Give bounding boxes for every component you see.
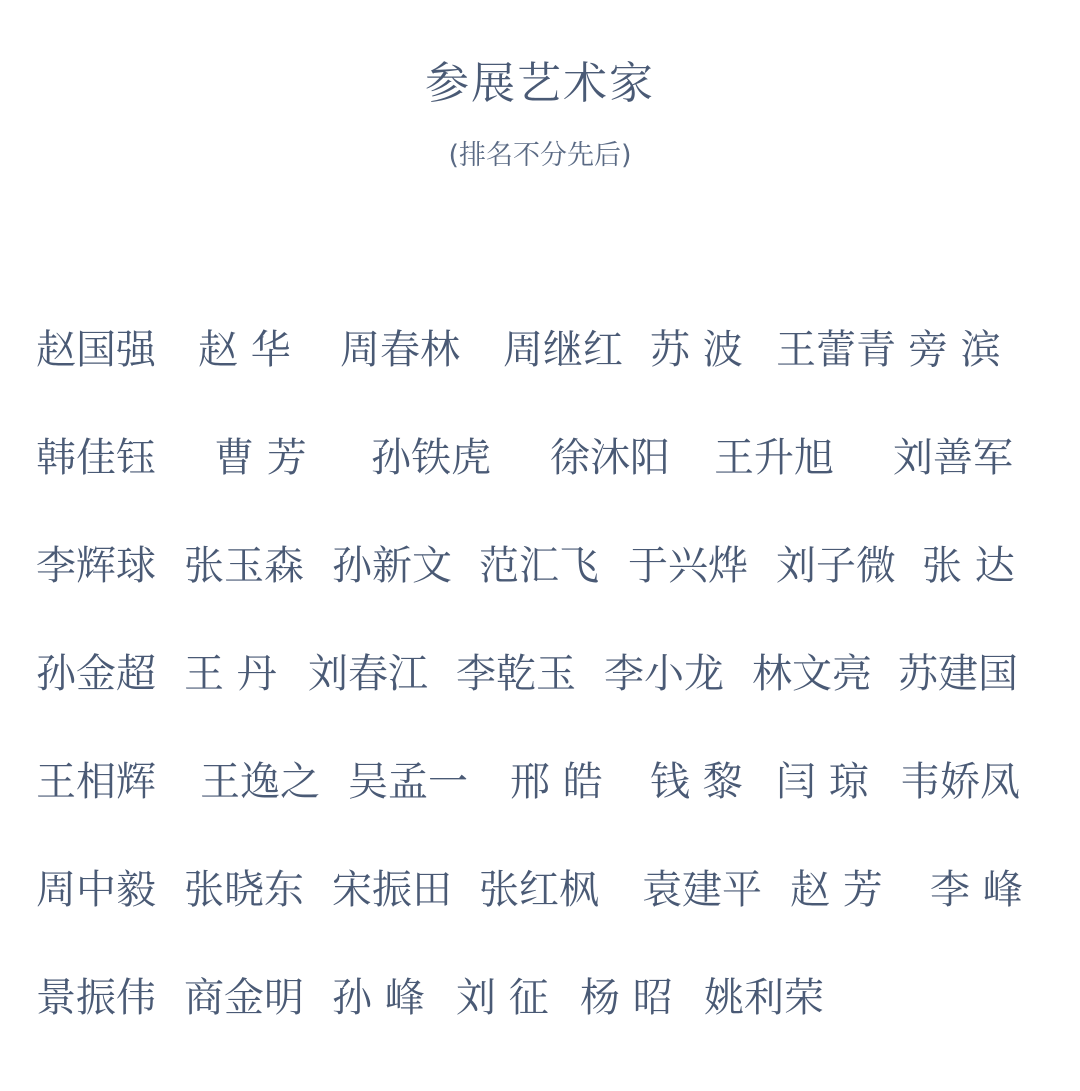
artist-name: 景振伟 (36, 975, 156, 1021)
artist-name: 韦娇凤 (900, 759, 1020, 805)
artist-name: 于兴烨 (628, 543, 748, 589)
artist-name: 钱 黎 (650, 759, 743, 805)
artist-name: 赵 华 (198, 327, 291, 373)
artist-name: 王逸之 (200, 759, 320, 805)
artist-name: 邢 皓 (510, 759, 603, 805)
artist-name: 李 峰 (930, 867, 1023, 913)
artist-name: 韩佳钰 (36, 435, 156, 481)
page-subtitle: (排名不分先后) (448, 140, 632, 171)
artist-name: 林文亮 (752, 651, 872, 697)
artist-name: 姚利荣 (704, 975, 824, 1021)
artist-name: 刘善军 (893, 435, 1013, 481)
artist-name: 孙金超 (36, 651, 156, 697)
artist-name: 张晓东 (184, 867, 304, 913)
artist-name: 刘 征 (456, 975, 549, 1021)
artist-name: 刘春江 (308, 651, 428, 697)
artist-name: 周继红 (503, 327, 623, 373)
artist-name: 王升旭 (714, 435, 834, 481)
artist-name: 王蕾青 (776, 327, 896, 373)
artist-name: 张红枫 (479, 867, 599, 913)
artist-name: 李辉球 (36, 543, 156, 589)
artist-name: 张 达 (922, 543, 1015, 589)
artist-name: 商金明 (184, 975, 304, 1021)
artist-name: 刘子微 (776, 543, 896, 589)
artist-name: 李小龙 (604, 651, 724, 697)
artist-name: 苏 波 (650, 327, 743, 373)
artist-name: 曹 芳 (214, 435, 307, 481)
artist-name: 张玉森 (184, 543, 304, 589)
artist-name: 闫 琼 (776, 759, 869, 805)
artist-name: 赵 芳 (790, 867, 883, 913)
artist-name: 吴孟一 (348, 759, 468, 805)
artist-name: 孙铁虎 (371, 435, 491, 481)
artist-name: 李乾玉 (456, 651, 576, 697)
artist-name: 王 丹 (184, 651, 277, 697)
artist-name: 孙 峰 (332, 975, 425, 1021)
artist-name: 范汇飞 (479, 543, 599, 589)
artist-name: 周春林 (340, 327, 460, 373)
artist-name: 徐沐阳 (550, 435, 670, 481)
artist-name: 旁 滨 (908, 327, 1001, 373)
artist-name: 宋振田 (332, 867, 452, 913)
artist-name: 孙新文 (332, 543, 452, 589)
artist-name: 王相辉 (36, 759, 156, 805)
artist-name: 赵国强 (36, 327, 156, 373)
artist-name: 苏建国 (898, 651, 1018, 697)
page-title: 参展艺术家 (425, 58, 655, 109)
artist-name: 袁建平 (642, 867, 762, 913)
artist-name: 周中毅 (36, 867, 156, 913)
artist-name: 杨 昭 (580, 975, 673, 1021)
